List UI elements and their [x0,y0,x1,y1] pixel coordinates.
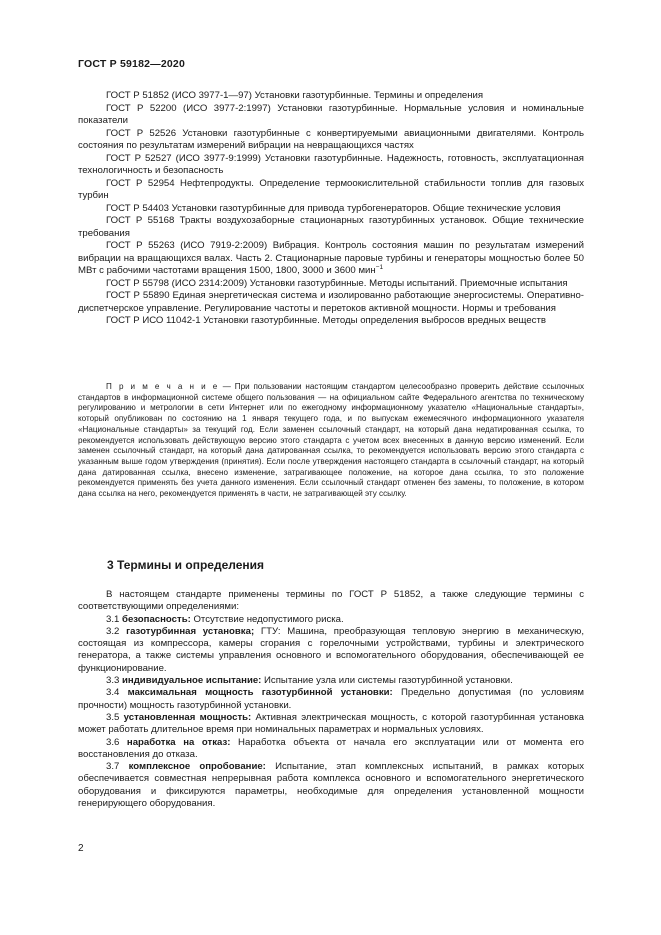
term-number: 3.1 [106,613,123,625]
term-item [78,761,584,810]
reference-item: ГОСТ Р 52954 Нефтепродукты. Определение термоокислительной стабильности топлив для газовых турбин [78,177,584,201]
term-item [78,712,584,737]
term-number: 3.4 [106,687,128,699]
term-name: наработка на отказ: [126,736,231,748]
reference-superscript: −1 [375,263,384,271]
term-number: 3.2 [106,625,127,637]
term-item [78,626,584,675]
reference-item: ГОСТ Р ИСО 11042-1 Установки газотурбинные. Методы определения выбросов вредных веществ [106,315,546,326]
term-definition: Отсутствие недопустимого риска. [190,613,344,625]
term-definition: Испытание узла или системы газотурбинной установки. [261,675,513,687]
term-item [78,675,584,687]
term-name: безопасность: [122,613,191,625]
reference-item: ГОСТ Р 52527 (ИСО 3977-9:1999) Установки газотурбинные. Надежность, готовность, эксплуатационная технологичность и безопасность [78,152,584,176]
term-name: максимальная мощность газотурбинной установки: [127,687,393,699]
note-label: П р и м е ч а н и е [106,382,219,391]
reference-item: ГОСТ Р 55798 (ИСО 2314:2009) Установки газотурбинные. Методы испытаний. Приемочные испытания [106,277,568,289]
term-definition: ГТУ: Машина, преобразующая тепловую энергию в механическую, состоящая из компрессора, камеры сгорания с горелочными устройствами, турбины и электрического генератора, а также системы управления основного и вспомогательного оборудования, обеспечивающей ее функционирование. [78,625,584,674]
term-item [78,737,584,762]
note-text: — При пользовании настоящим стандартом целесообразно проверить действие ссылочных стандартов в информационной системе общего пользования — на официальном сайте Федерального агентства по техническому регулированию и метрологии в сети Интернет или по ежегодному информационному указателю «Национальные стандарты», который опубликован по состоянию на 1 января текущего года, и по выпускам ежемесячного информационного указателя «Национальные стандарты» за текущий год. Если заменен ссылочный стандарт, на который дана недатированная ссылка, то рекомендуется использовать действующую версию этого стандарта с учетом всех внесенных в данную версию изменений. Если заменен ссылочный стандарт, на который дана датированная ссылка, то рекомендуется использовать версию этого стандарта с указанным выше годом утверждения (принятия). Если после утверждения настоящего стандарта в ссылочный стандарт, на который дана датированная ссылка, внесено изменение, затрагивающее положение, на которое дана ссылка, то это положение рекомендуется применять без учета данного изменения. Если ссылочный стандарт отменен без замены, то положение, в котором дана ссылка на него, рекомендуется применять в части, не затрагивающей эту ссылку. [78,382,584,499]
term-item [78,614,584,626]
section-intro: В настоящем стандарте применены термины по ГОСТ Р 51852, а также следующие термины с соответствующими определениями: [78,589,584,613]
reference-item: ГОСТ Р 54403 Установки газотурбинные для привода турбогенераторов. Общие технические условия [106,202,561,214]
term-name: комплексное опробование: [128,761,266,773]
reference-item [78,240,584,278]
reference-text: ГОСТ Р 55263 (ИСО 7919-2:2009) Вибрация. Контроль состояния машин по результатам измерений вибрации на вращающихся валах. Часть 2. Стационарные паровые турбины и генераторы мощностью более 50 МВт с рабочими частотами вращения 1500, 1800, 3000 и 3600 мин [78,240,584,276]
term-name: установленная мощность: [123,711,252,723]
term-definition: Активная электрическая мощность, с которой газотурбинная установка может работать длительное время при номинальных параметрах и нормальных условиях. [78,711,584,736]
reference-item: ГОСТ Р 52200 (ИСО 3977-2:1997) Установки газотурбинные. Нормальные условия и номинальные показатели [78,102,584,126]
reference-item: ГОСТ Р 52526 Установки газотурбинные с конвертируемыми авиационными двигателями. Контроль состояния по результатам измерений вибрации на невращающихся частях [78,127,584,151]
reference-item: ГОСТ Р 51852 (ИСО 3977-1—97) Установки газотурбинные. Термины и определения [106,90,484,101]
section-title: 3 Термины и определения [107,558,265,572]
term-number: 3.7 [106,761,129,773]
term-name: индивидуальное испытание: [122,675,262,687]
reference-item: ГОСТ Р 55890 Единая энергетическая система и изолированно работающие энергосистемы. Оперативно-диспетчерское управление. Регулирование частоты и перетоков активной мощности. Нормы и требования [78,290,584,314]
normative-references [78,90,584,328]
term-definition: Предельно допустимая (по условиям прочности) мощность газотурбинной установки. [78,687,584,711]
document-header: ГОСТ Р 59182—2020 [78,58,186,70]
term-number: 3.5 [106,711,124,723]
reference-item: ГОСТ Р 55168 Тракты воздухозаборные стационарных газотурбинных установок. Общие технические требования [78,215,584,239]
term-definition: Испытание, этап комплексных испытаний, в рамках которых обеспечивается совместная непрерывная работа комплекса основного и вспомогательного энергетического оборудования и фиксируются параметры, необходимые для определения установленной мощности генерирующего оборудования. [78,761,584,810]
term-number: 3.6 [106,736,127,748]
term-number: 3.3 [106,675,123,687]
term-definition: Наработка объекта от начала его эксплуатации или от момента его восстановления до отказа. [78,736,584,760]
page-number: 2 [78,843,84,854]
term-name: газотурбинная установка; [126,625,255,637]
note-block [78,382,584,500]
term-item [78,687,584,712]
terms-list [78,589,584,810]
